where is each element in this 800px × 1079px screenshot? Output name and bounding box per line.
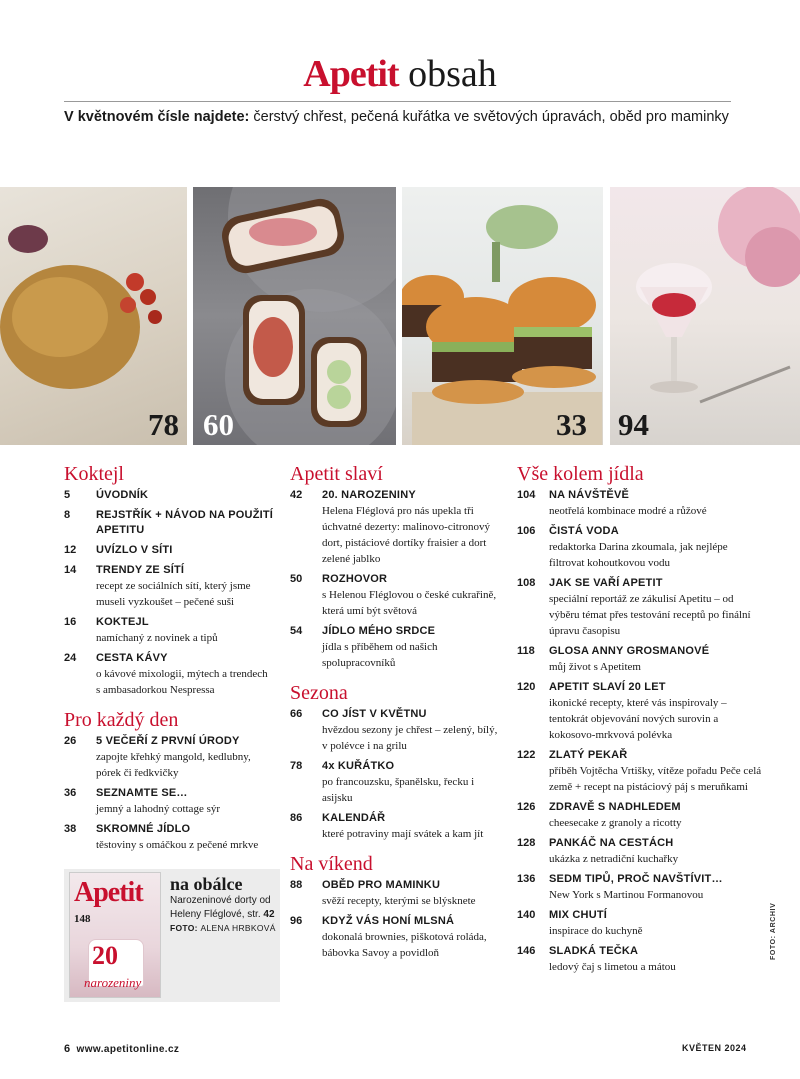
- section-title: Na víkend: [290, 853, 373, 875]
- entry-description: po francouzsku, španělsku, řecku i asijsku: [322, 776, 475, 804]
- entry-page: 136: [517, 873, 536, 885]
- toc-entry[interactable]: [64, 734, 274, 781]
- entry-description: recept ze sociálních sítí, který jsme museli vyzkoušet – pečené suši: [96, 580, 251, 608]
- entry-title: ZDRAVĚ S NADHLEDEM: [549, 801, 681, 813]
- entry-title: SKROMNÉ JÍDLO: [96, 823, 191, 835]
- entry-page: 5: [64, 489, 71, 501]
- entry-text: [96, 786, 274, 817]
- entry-title: MIX CHUTÍ: [549, 909, 608, 921]
- entry-title: JAK SE VAŘÍ APETIT: [549, 577, 663, 589]
- toc-entry[interactable]: [290, 878, 505, 909]
- toc-entry[interactable]: [517, 748, 762, 795]
- toc-entry[interactable]: [517, 524, 762, 571]
- entry-page: 126: [517, 801, 536, 813]
- entry-page: 140: [517, 909, 536, 921]
- entry-description: inspirace do kuchyně: [549, 925, 643, 937]
- toc-entry[interactable]: [517, 872, 762, 903]
- toc-entry[interactable]: [290, 572, 505, 619]
- entry-text: [549, 576, 762, 639]
- entry-description: jídla s příběhem od našich spolupracovníků: [322, 641, 438, 669]
- entry-title: SEDM TIPŮ, PROČ NAVŠTÍVIT…: [549, 873, 723, 885]
- entry-text: [96, 734, 274, 781]
- entry-text: [322, 707, 505, 754]
- title-rule: [64, 101, 731, 102]
- entry-text: [96, 508, 274, 538]
- toc-column-1: [64, 462, 274, 858]
- entry-text: [322, 759, 505, 806]
- entry-text: [322, 811, 505, 842]
- toc-entry[interactable]: [64, 786, 274, 817]
- entry-description: s Helenou Fléglovou o české cukrařině, která umí být světová: [322, 589, 497, 617]
- section-title: Vše kolem jídla: [517, 463, 644, 485]
- entry-description: namíchaný z novinek a tipů: [96, 632, 218, 644]
- photo-open-sandwiches[interactable]: [193, 187, 396, 445]
- entry-description: redaktorka Darina zkoumala, jak nejlépe filtrovat kohoutkovou vodu: [549, 541, 728, 569]
- entry-text: [549, 748, 762, 795]
- entry-text: [549, 836, 762, 867]
- entry-text: [549, 872, 762, 903]
- entry-page: 24: [64, 652, 77, 664]
- toc-entry[interactable]: [290, 914, 505, 961]
- entry-page: 88: [290, 879, 303, 891]
- entry-description: příběh Vojtěcha Vrtišky, vítěze pořadu Peče celá země + recept na pistáciový páj s meruňkami: [549, 765, 762, 793]
- entry-page: 86: [290, 812, 303, 824]
- brand-logo: Apetit: [303, 53, 399, 95]
- entry-title: ZLATÝ PEKAŘ: [549, 749, 628, 761]
- photo-dessert-glass[interactable]: [610, 187, 800, 445]
- entry-title: JÍDLO MÉHO SRDCE: [322, 625, 436, 637]
- photo-roast-chicken[interactable]: [0, 187, 187, 445]
- entry-text: [322, 914, 505, 961]
- toc-entry[interactable]: [64, 563, 274, 610]
- toc-entry[interactable]: [64, 615, 274, 646]
- entry-text: [549, 944, 762, 975]
- footer-left: [64, 1043, 179, 1055]
- cover-logo: Apetit: [74, 877, 143, 908]
- entry-description: můj život s Apetitem: [549, 661, 641, 673]
- entry-title: SEZNAMTE SE…: [96, 787, 188, 799]
- entry-page: 106: [517, 525, 536, 537]
- entry-description: jemný a lahodný cottage sýr: [96, 803, 221, 815]
- entry-page: 96: [290, 915, 303, 927]
- toc-entry[interactable]: [290, 624, 505, 671]
- photo-page-number: 33: [556, 407, 587, 442]
- entry-title: KOKTEJL: [96, 616, 149, 628]
- entry-text: [96, 651, 274, 698]
- intro-bold: V květnovém čísle najdete:: [64, 109, 250, 125]
- entry-description: ledový čaj s limetou a mátou: [549, 961, 676, 973]
- photo-page-number: 60: [203, 407, 234, 442]
- entry-page: 36: [64, 787, 77, 799]
- entry-description: Helena Fléglová pro nás upekla tři úchvatné dezerty: malinovo-citronový dort, pistáciové dortíky fraisier a dort zelené jablko: [322, 505, 490, 565]
- toc-column-2: [290, 462, 505, 966]
- entry-title: UVÍZLO V SÍTI: [96, 544, 173, 556]
- page-title: [0, 52, 800, 96]
- photo-page-number: 94: [618, 407, 649, 442]
- entry-description: svěží recepty, kterými se blýsknete: [322, 895, 476, 907]
- entry-page: 14: [64, 564, 77, 576]
- toc-entry[interactable]: [64, 543, 274, 558]
- entry-description: těstoviny s omáčkou z pečené mrkve: [96, 839, 259, 851]
- cover-thumbnail[interactable]: [69, 872, 161, 998]
- toc-entry[interactable]: [64, 488, 274, 503]
- photo-credit: FOTO: ARCHIV: [770, 902, 777, 960]
- entry-text: [322, 624, 505, 671]
- entry-description: hvězdou sezony je chřest – zelený, bílý, v polévce i na grilu: [322, 724, 498, 752]
- intro-line: [64, 107, 744, 127]
- cover-page: 42: [263, 909, 275, 920]
- entry-title: OBĚD PRO MAMINKU: [322, 879, 441, 891]
- entry-description: zapojte křehký mangold, kedlubny, pórek či ředkvičky: [96, 751, 251, 779]
- entry-text: [322, 488, 505, 567]
- entry-title: CESTA KÁVY: [96, 652, 168, 664]
- cover-credit: [170, 922, 280, 935]
- entry-page: 146: [517, 945, 536, 957]
- entry-title: NA NÁVŠTĚVĚ: [549, 489, 630, 501]
- toc-entry[interactable]: [517, 800, 762, 831]
- entry-page: 50: [290, 573, 303, 585]
- toc-entry[interactable]: [517, 908, 762, 939]
- footer-site-link[interactable]: www.apetitonline.cz: [76, 1044, 180, 1055]
- entry-title: 4x KUŘÁTKO: [322, 760, 395, 772]
- entry-text: [96, 822, 274, 853]
- entry-page: 128: [517, 837, 536, 849]
- entry-text: [96, 488, 274, 503]
- toc-entry[interactable]: [517, 488, 762, 519]
- entry-title: 5 VEČEŘÍ Z PRVNÍ ÚRODY: [96, 735, 240, 747]
- entry-title: 20. NAROZENINY: [322, 489, 416, 501]
- cover-text: [170, 894, 280, 922]
- cover-big-number: 20: [92, 941, 118, 970]
- entry-text: [322, 878, 505, 909]
- toc-entry[interactable]: [64, 822, 274, 853]
- toc-entry[interactable]: [64, 508, 274, 538]
- cover-description: [170, 874, 280, 935]
- entry-title: APETIT SLAVÍ 20 LET: [549, 681, 666, 693]
- entry-title: PANKÁČ NA CESTÁCH: [549, 837, 674, 849]
- entry-page: 12: [64, 544, 77, 556]
- entry-text: [96, 543, 274, 558]
- entry-page: 54: [290, 625, 303, 637]
- intro-text: čerstvý chřest, pečená kuřátka ve světových úpravách, oběd pro maminky: [249, 109, 729, 125]
- cover-issue-number: 148: [74, 913, 91, 925]
- entry-page: 38: [64, 823, 77, 835]
- entry-description: ukázka z netradiční kuchařky: [549, 853, 679, 865]
- cover-text-body: Narozeninové dorty od Heleny Fléglové, str.: [170, 895, 271, 920]
- entry-page: 8: [64, 509, 71, 521]
- entry-page: 42: [290, 489, 303, 501]
- section-title: Koktejl: [64, 463, 124, 485]
- entry-description: speciální reportáž ze zákulisí Apetitu – od výběru témat přes testování receptů po finální úpravu časopisu: [549, 593, 751, 637]
- section-title: Pro každý den: [64, 709, 179, 731]
- entry-description: které potraviny mají svátek a kam jít: [322, 828, 484, 840]
- entry-text: [549, 680, 762, 743]
- toc-entry[interactable]: [517, 836, 762, 867]
- entry-page: 78: [290, 760, 303, 772]
- section-title: Sezona: [290, 682, 348, 704]
- entry-page: 120: [517, 681, 536, 693]
- entry-text: [96, 563, 274, 610]
- entry-title: SLADKÁ TEČKA: [549, 945, 639, 957]
- entry-text: [549, 524, 762, 571]
- entry-title: TRENDY ZE SÍTÍ: [96, 564, 185, 576]
- entry-page: 16: [64, 616, 77, 628]
- photo-burgers[interactable]: [402, 187, 603, 445]
- cover-script: narozeniny: [84, 975, 142, 990]
- entry-description: New York s Martinou Formanovou: [549, 889, 704, 901]
- footer-issue: KVĚTEN 2024: [682, 1043, 747, 1053]
- entry-page: 108: [517, 577, 536, 589]
- toc-column-3: [517, 462, 762, 980]
- entry-text: [549, 908, 762, 939]
- page-number: 6: [64, 1043, 71, 1055]
- entry-text: [322, 572, 505, 619]
- entry-text: [549, 644, 762, 675]
- toc-entry[interactable]: [517, 644, 762, 675]
- entry-title: KALENDÁŘ: [322, 812, 386, 824]
- entry-description: cheesecake z granoly a ricotty: [549, 817, 682, 829]
- entry-title: ROZHOVOR: [322, 573, 388, 585]
- entry-description: neotřelá kombinace modré a růžové: [549, 505, 707, 517]
- entry-description: ikonické recepty, které vás inspirovaly – tentokrát objevování nových surovin a kokosovo-mrkvová polévka: [549, 697, 727, 741]
- entry-page: 118: [517, 645, 535, 657]
- entry-title: GLOSA ANNY GROSMANOVÉ: [549, 645, 710, 657]
- toc-entry[interactable]: [290, 811, 505, 842]
- title-word: obsah: [408, 53, 497, 95]
- entry-description: dokonalá brownies, piškotová roláda, bábovka Savoy a povidloň: [322, 931, 487, 959]
- toc-entry[interactable]: [64, 651, 274, 698]
- entry-page: 26: [64, 735, 77, 747]
- entry-title: CO JÍST V KVĚTNU: [322, 708, 427, 720]
- toc-entry[interactable]: [290, 759, 505, 806]
- cover-credit-label: FOTO:: [170, 923, 198, 933]
- entry-description: o kávové mixologii, mýtech a trendech s ambasadorkou Nespressa: [96, 668, 268, 696]
- entry-page: 122: [517, 749, 536, 761]
- entry-page: 66: [290, 708, 303, 720]
- toc-entry[interactable]: [517, 576, 762, 639]
- photo-page-number: 78: [148, 407, 179, 442]
- entry-page: 104: [517, 489, 536, 501]
- entry-title: ÚVODNÍK: [96, 489, 149, 501]
- cover-credit-name: ALENA HRBKOVÁ: [200, 923, 276, 933]
- toc-entry[interactable]: [290, 707, 505, 754]
- toc-entry[interactable]: [290, 488, 505, 567]
- entry-title: REJSTŘÍK + NÁVOD NA POUŽITÍ APETITU: [96, 509, 274, 536]
- entry-text: [549, 800, 762, 831]
- toc-entry[interactable]: [517, 944, 762, 975]
- cover-title: na obálce: [170, 874, 243, 894]
- toc-entry[interactable]: [517, 680, 762, 743]
- entry-title: KDYŽ VÁS HONÍ MLSNÁ: [322, 915, 455, 927]
- section-title: Apetit slaví: [290, 463, 383, 485]
- entry-text: [96, 615, 274, 646]
- entry-title: ČISTÁ VODA: [549, 525, 619, 537]
- entry-text: [549, 488, 762, 519]
